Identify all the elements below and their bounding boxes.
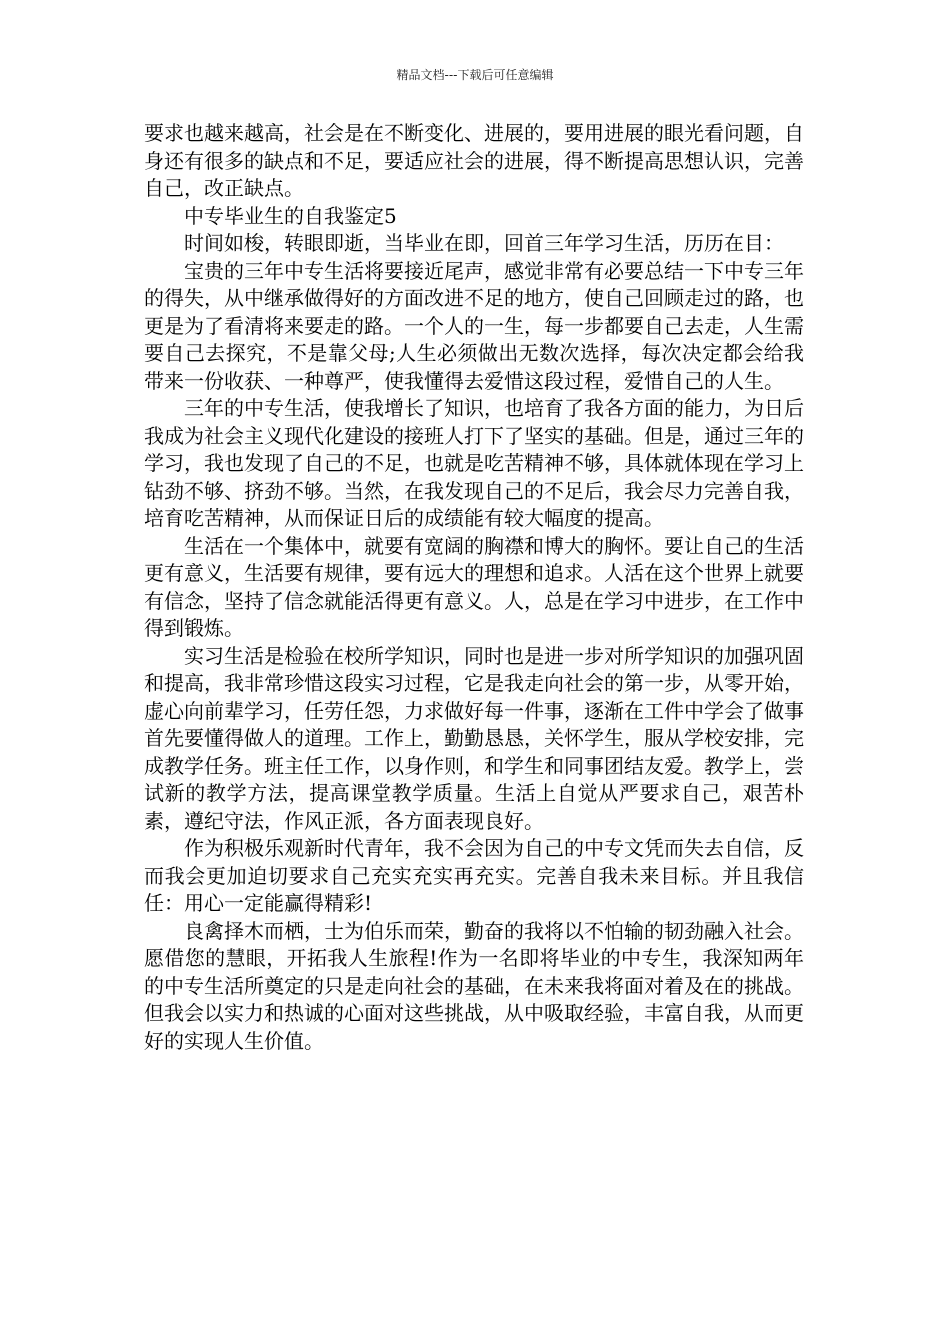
paragraph: 作为积极乐观新时代青年，我不会因为自己的中专文凭而失去自信，反而我会更加迫切要求自己充实充实再充实。完善自我未来目标。并且我信任：用心一定能赢得精彩! xyxy=(144,836,804,915)
paragraph: 时间如梭，转眼即逝，当毕业在即，回首三年学习生活，历历在目： xyxy=(184,231,784,255)
paragraph: 生活在一个集体中，就要有宽阔的胸襟和博大的胸怀。要让自己的生活更有意义，生活要有规律，要有远大的理想和追求。人活在这个世界上就要有信念，坚持了信念就能活得更有意义。人，总是在学习中进步，在工作中得到锻炼。 xyxy=(144,533,804,640)
paragraph: 良禽择木而栖，士为伯乐而荣，勤奋的我将以不怕输的韧劲融入社会。愿借您的慧眼，开拓我人生旅程!作为一名即将毕业的中专生，我深知两年的中专生活所奠定的只是走向社会的基础，在未来我将面对着及在的挑战。但我会以实力和热诚的心面对这些挑战，从中吸取经验，丰富自我，从而更好的实现人生价值。 xyxy=(144,918,804,1053)
document-body xyxy=(144,120,804,1055)
section-title: 中专毕业生的自我鉴定5 xyxy=(184,203,397,228)
page-header: 精品文档---下载后可任意编辑 xyxy=(396,68,554,82)
paragraph: 宝贵的三年中专生活将要接近尾声，感觉非常有必要总结一下中专三年的得失，从中继承做得好的方面改进不足的地方，使自己回顾走过的路，也更是为了看清将来要走的路。一个人的一生，每一步都要自己去走，人生需要自己去探究，不是靠父母;人生必须做出无数次选择，每次决定都会给我带来一份收获、一种尊严，使我懂得去爱惜这段过程，爱惜自己的人生。 xyxy=(144,258,804,393)
paragraph: 三年的中专生活，使我增长了知识，也培育了我各方面的能力，为日后我成为社会主义现代化建设的接班人打下了坚实的基础。但是，通过三年的学习，我也发现了自己的不足，也就是吃苦精神不够，具体就体现在学习上钻劲不够、挤劲不够。当然，在我发现自己的不足后，我会尽力完善自我，培育吃苦精神，从而保证日后的成绩能有较大幅度的提高。 xyxy=(144,396,804,530)
paragraph: 实习生活是检验在校所学知识，同时也是进一步对所学知识的加强巩固和提高，我非常珍惜这段实习过程，它是我走向社会的第一步，从零开始，虚心向前辈学习，任劳任怨，力求做好每一件事，逐渐在工件中学会了做事首先要懂得做人的道理。工作上，勤勤恳恳，关怀学生，服从学校安排，完成教学任务。班主任工作，以身作则，和学生和同事团结友爱。教学上，尝试新的教学方法，提高课堂教学质量。生活上自觉从严要求自己，艰苦朴素，遵纪守法，作风正派，各方面表现良好。 xyxy=(144,643,804,833)
paragraph: 要求也越来越高，社会是在不断变化、进展的，要用进展的眼光看问题，自身还有很多的缺点和不足，要适应社会的进展，得不断提高思想认识，完善自己，改正缺点。 xyxy=(144,121,804,200)
